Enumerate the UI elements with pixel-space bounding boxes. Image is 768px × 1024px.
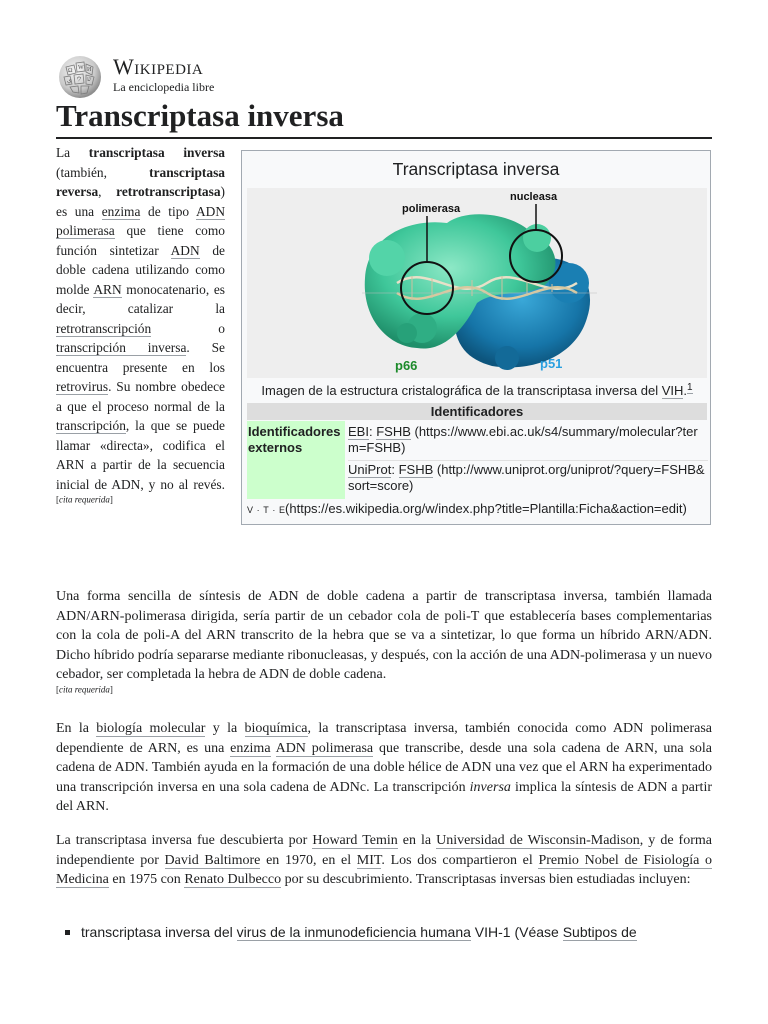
label-nucleasa: nucleasa <box>510 191 558 203</box>
link-bioquimica[interactable]: bioquímica <box>244 721 308 736</box>
infobox-image[interactable] <box>247 188 707 378</box>
link-transcripcion[interactable]: transcripción <box>56 418 126 433</box>
paragraph-synthesis: Una forma sencilla de síntesis de ADN de doble cadena a partir de transcriptasa inversa, también llamada ADN/ARN-polimerasa dirigida, sería partir de un cebador cola de poli-T que establecería bases complementarias con la cola de poli-A del ARN transcrito de la hebra que se va a sintetizar, lo que forma un híbrido ARN/ADN. Dicho híbrido podría separarse mediante ribonucleasas, y después, con la acción de una ADN-polimerasa y un nuevo cebador, ser completada la hebra de ADN de doble cadena. [cita requerida] <box>56 589 712 694</box>
site-tagline: La enciclopedia libre <box>113 80 215 94</box>
wikipedia-wordmark[interactable] <box>113 56 214 95</box>
svg-text:Ω: Ω <box>68 68 73 74</box>
link-ebi-fshb[interactable]: FSHB <box>376 424 411 439</box>
link-universidad-wisconsin[interactable]: Universidad de Wisconsin-Madison <box>436 833 640 848</box>
svg-text:ي: ي <box>67 78 72 84</box>
link-retrotranscripcion[interactable]: retrotranscripción <box>56 320 152 336</box>
uniprot-identifier: UniProt: FSHB (http://www.uniprot.org/uniprot/?query=FSHB&sort=score) <box>348 462 705 493</box>
link-adn[interactable]: ADN <box>170 242 200 258</box>
label-p51: p51 <box>540 356 563 371</box>
link-subtipos[interactable]: Subtipos de <box>562 924 637 940</box>
enzymes-list <box>56 922 712 942</box>
link-howard-temin[interactable]: Howard Temin <box>312 833 398 848</box>
svg-text:И: И <box>87 67 92 73</box>
citation-needed[interactable]: [cita requerida] <box>56 683 113 694</box>
svg-text:ウ: ウ <box>76 77 83 83</box>
page-title: Transcriptasa inversa <box>56 98 344 133</box>
wikipedia-globe-logo[interactable] <box>56 53 104 101</box>
link-mit[interactable]: MIT <box>356 852 382 868</box>
infobox-title: Transcriptasa inversa <box>392 159 560 179</box>
link-ebi[interactable]: EBI <box>348 424 369 439</box>
link-retrovirus[interactable]: retrovirus <box>56 379 109 394</box>
label-p66: p66 <box>395 358 418 373</box>
talk-template-link[interactable]: T <box>263 505 269 515</box>
infobox-section-identificadores: Identificadores <box>247 403 707 420</box>
link-vih-virus[interactable]: virus de la inmunodeficiencia humana <box>236 924 471 940</box>
protein-structure-illustration <box>247 188 707 378</box>
link-transcripcion-inversa[interactable]: transcripción inversa <box>56 340 187 355</box>
link-uniprot-fshb[interactable]: FSHB <box>398 462 434 477</box>
link-renato-dulbecco[interactable]: Renato Dulbecco <box>184 872 282 887</box>
reference-1[interactable]: 1 <box>687 381 693 393</box>
link-vih[interactable]: VIH <box>661 383 684 398</box>
link-adn-polimerasa[interactable]: ADN polimerasa <box>56 203 226 238</box>
infobox-caption: Imagen de la estructura cristalográfica de la transcriptasa inversa del VIH.$^1$ <box>261 381 693 398</box>
infobox-row-divider <box>348 460 708 461</box>
link-premio-nobel[interactable]: Premio Nobel de Fisiología o Medicina <box>56 852 713 887</box>
label-polimerasa: polimerasa <box>402 203 461 215</box>
citation-needed[interactable]: [cita requerida] <box>56 494 113 505</box>
svg-text:W: W <box>78 65 84 71</box>
lead-paragraph: La transcriptasa inversa (también, transcriptasa reversa, retrotranscriptasa) es una enzima de tipo ADN polimerasa que tiene como función sintetizar ADN de doble cadena utilizando como molde ARN monocatenario, es decir, catalizar la retrotranscripción o transcripción inversa. Se encuentra presente en los retrovirus. Su nombre obedece a que el proceso normal de la transcripción, la que se puede llamar «directa», codifica el ARN a partir de la secuencia inicial de ADN, y no al revés.[cita requerida] <box>56 145 226 505</box>
paragraph-molecular-biology: En la biología molecular y la bioquímica, la transcriptasa inversa, también conocida como ADN polimerasa dependiente de ARN, es una enzima ADN polimerasa que transcribe, desde una sola cadena de ARN, una sola cadena de ADN. También ayuda en la formación de una doble hélice de ADN una vez que el ARN ha experimentado una transcripción inversa en una sola cadena de ADNc. La transcripción inversa implica la síntesis de ADN a partir del ARN. <box>56 721 712 814</box>
link-david-baltimore[interactable]: David Baltimore <box>164 852 261 868</box>
link-enzima[interactable]: enzima <box>230 740 271 756</box>
infobox-navbar: V · T · E(https://es.wikipedia.org/w/index.php?title=Plantilla:Ficha&action=edit) <box>247 501 687 516</box>
link-enzima[interactable]: enzima <box>101 203 141 219</box>
link-uniprot[interactable]: UniProt <box>348 462 392 477</box>
ebi-identifier: EBI: FSHB (https://www.ebi.ac.uk/s4/summary/molecular?term=FSHB) <box>348 424 698 455</box>
link-arn[interactable]: ARN <box>93 281 122 297</box>
view-template-link[interactable]: V <box>247 505 254 515</box>
paragraph-discovery: La transcriptasa inversa fue descubierta por Howard Temin en la Universidad de Wisconsin-Madison, y de forma independiente por David Baltimore en 1970, en el MIT. Los dos compartieron el Premio Nobel de Fisiología o Medicina en 1975 con Renato Dulbecco por su descubrimiento. Transcriptasas inversas bien estudiadas incluyen: <box>56 833 713 887</box>
svg-text:ש: ש <box>87 77 92 83</box>
edit-template-link[interactable]: E <box>279 505 286 515</box>
site-name: Wikipedia <box>113 54 204 79</box>
link-adn-polimerasa[interactable]: ADN polimerasa <box>275 740 374 756</box>
title-divider <box>56 137 712 139</box>
infobox-label-external-ids: Identificadores externos <box>247 421 345 499</box>
bullet-icon <box>65 930 70 935</box>
list-item: transcriptasa inversa del virus de la inmunodeficiencia humana VIH-1 (Véase Subtipos de <box>56 922 712 942</box>
link-biologia-molecular[interactable]: biología molecular <box>96 721 206 736</box>
